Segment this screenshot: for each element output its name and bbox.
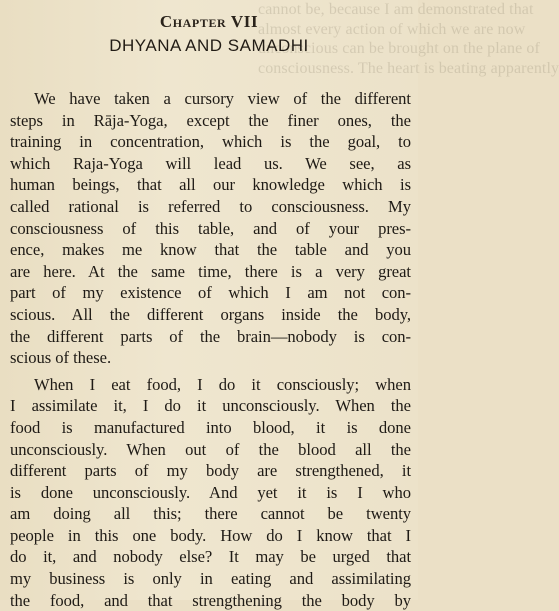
text-line: ence, makes me know that the table and you (10, 240, 411, 260)
bleed-line: consciousness. The heart is beating apparently (258, 59, 559, 77)
text-line: people in this one body. How do I know that I (10, 525, 411, 545)
text-line: human beings, that all our knowledge which is (10, 175, 411, 195)
text-line: scious of these. (10, 348, 112, 368)
text-line: food is manufactured into blood, it is done (10, 417, 411, 437)
text-line: called rational is referred to consciousness. My (10, 196, 411, 216)
bleed-line: almost every action of which we are now (258, 20, 526, 38)
text-line: different parts of my body are strengthened, it (10, 461, 411, 481)
text-line: my business is only in eating and assimilating (10, 569, 411, 589)
bleed-line: unconscious can be brought on the plane of (258, 40, 540, 58)
text-line: the different parts of the brain—nobody is con- (10, 326, 411, 346)
text-line: which Raja-Yoga will lead us. We see, as (10, 153, 411, 173)
body-text (10, 88, 411, 611)
chapter-label: Chapter VII (159, 12, 259, 31)
text-line: the food, and that strengthening the body by (10, 590, 411, 610)
text-line: scious. All the different organs inside the body, (10, 304, 411, 324)
text-line: We have taken a cursory view of the different (34, 89, 411, 108)
text-line: When I eat food, I do it consciously; when (34, 374, 411, 394)
text-line: do it, and nobody else? It may be urged that (10, 547, 411, 567)
text-line: are here. At the same time, there is a very great (10, 261, 411, 281)
text-line: steps in Rāja-Yoga, except the finer ones, the (10, 110, 411, 130)
text-line: training in concentration, which is the goal, to (10, 132, 411, 152)
chapter-title: DHYANA AND SAMADHI (109, 36, 309, 55)
text-line: am doing all this; there cannot be twenty (10, 504, 411, 524)
text-line: is done unconsciously. And yet it is I who (10, 482, 411, 502)
text-line: part of my existence of which I am not con- (10, 283, 411, 303)
text-line: I assimilate it, I do it unconsciously. When the (10, 396, 411, 416)
paragraph-1 (10, 88, 411, 369)
bleed-line: cannot be, because I am demonstrated that (258, 1, 534, 18)
text-line: consciousness of this table, and of your pres- (10, 218, 411, 238)
text-line: unconsciously. When out of the blood all the (10, 439, 411, 459)
paragraph-2 (10, 374, 411, 611)
